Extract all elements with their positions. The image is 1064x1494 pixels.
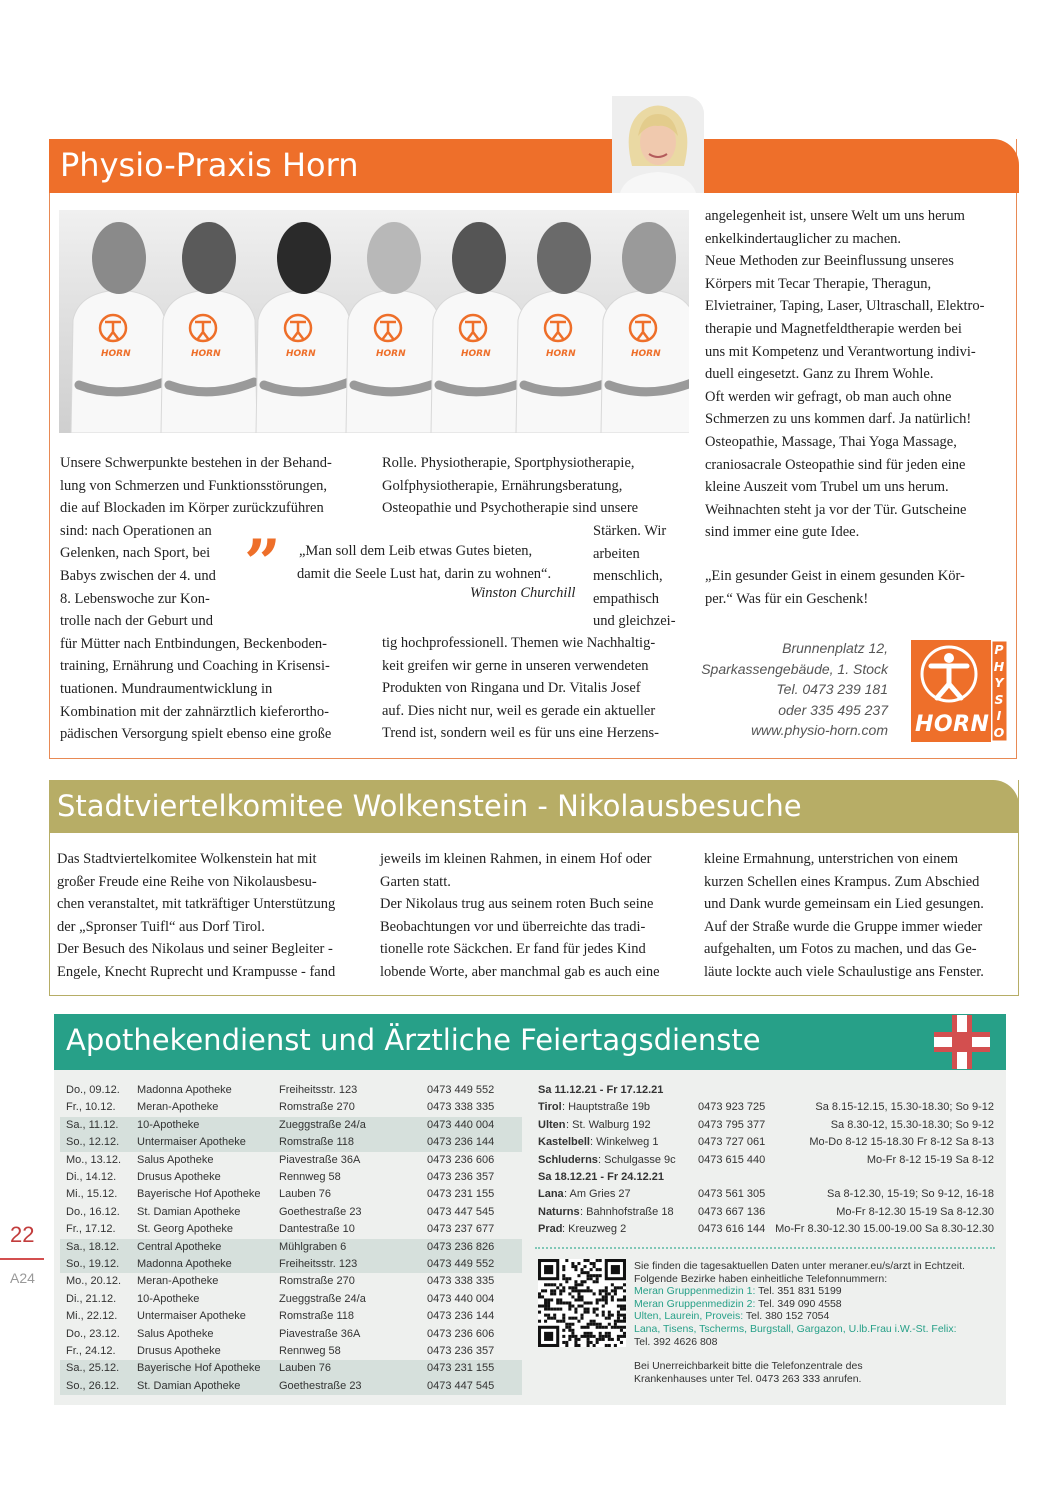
team-member-figure <box>601 222 689 433</box>
phone-cell: 0473 561 305 <box>698 1188 766 1201</box>
table-row <box>538 1152 994 1169</box>
text-line: „Ein gesunder Geist in einem gesunden Kör- <box>705 568 965 584</box>
physio-closing-quote <box>705 565 1007 610</box>
town-cell: Prad <box>538 1223 563 1236</box>
text-line: Engele, Knecht Ruprecht und Krampusse - fand <box>57 963 336 980</box>
date-cell: Sa., 25.12. <box>66 1362 120 1375</box>
hours-cell: Sa 8-12.30, 15-19; So 9-12, 16-18 <box>827 1188 994 1201</box>
text-line: die auf Blockaden im Körper zurückzuführen <box>60 500 324 517</box>
medical-cross-icon <box>934 1015 990 1069</box>
text-line: Babys zwischen der 4. und <box>60 567 216 584</box>
quote-line-1: „Man soll dem Leib etwas Gutes bieten, <box>299 543 533 559</box>
pharmacy-name-cell: 10-Apotheke <box>137 1118 200 1131</box>
table-row <box>60 1291 522 1308</box>
pharmacy-name-cell: Madonna Apotheke <box>137 1258 232 1270</box>
district-phone: Tel. 349 090 4558 <box>755 1297 842 1310</box>
phone-cell: 0473 447 545 <box>427 1205 495 1218</box>
physio-column-2-right <box>593 520 683 633</box>
text-line: training, Ernährung und Coaching in Krisensi- <box>60 658 330 675</box>
table-row <box>538 1186 994 1203</box>
pharmacy-name-cell: Central Apotheke <box>137 1240 222 1253</box>
table-row <box>60 1169 522 1186</box>
phone-cell: 0473 795 377 <box>698 1118 766 1131</box>
text-line: Beobachtungen vor und überreichte das tradi- <box>380 918 646 935</box>
table-row <box>60 1152 522 1169</box>
phone-cell: 0473 440 004 <box>427 1292 495 1305</box>
date-cell: So., 19.12. <box>66 1258 120 1270</box>
text-line: sind: nach Operationen an <box>60 522 212 539</box>
district-phone: Tel. 380 152 7054 <box>743 1310 830 1323</box>
text-line: und Dank wurde gemeinsam ein Lied gesungen. <box>704 896 984 913</box>
town-cell: Lana <box>538 1188 564 1201</box>
team-member-figure <box>516 222 612 433</box>
table-row <box>60 1378 522 1395</box>
logo-vertical-text <box>993 642 1005 741</box>
qr-code-icon <box>538 1259 626 1347</box>
town-cell: Tirol <box>538 1101 562 1114</box>
period-heading <box>538 1169 994 1186</box>
table-row <box>538 1117 994 1134</box>
table-row <box>60 1134 522 1151</box>
phone-cell: 0473 236 144 <box>427 1310 495 1323</box>
text-line: Körpers mit Tecar Therapie, Theragun, <box>705 275 932 292</box>
pharmacy-name-cell: Untermaiser Apotheke <box>137 1310 246 1323</box>
quote-author: Winston Churchill <box>470 585 576 601</box>
info-line: Folgende Bezirke haben einheitliche Telefonnummern: <box>634 1272 888 1285</box>
page-number-rule <box>0 1258 44 1260</box>
svg-text:HORN: HORN <box>191 349 221 359</box>
physio-column-3 <box>705 205 1007 544</box>
logo-word: HORN <box>915 712 990 737</box>
date-cell: Sa., 11.12. <box>66 1118 119 1131</box>
street-cell: : Winkelweg 1 <box>590 1136 659 1149</box>
page-number: 22 <box>10 1222 35 1247</box>
phone-cell: 0473 236 144 <box>427 1136 495 1149</box>
text-line: und gleichzei- <box>593 613 676 630</box>
text-line: Rolle. Physiotherapie, Sportphysiotherapie, <box>382 455 635 471</box>
text-line: Das Stadtviertelkomitee Wolkenstein hat mit <box>57 851 317 867</box>
text-line: tig hochprofessionell. Themen wie Nachhaltig- <box>382 635 656 651</box>
text-line: Trend ist, sondern weil es für uns eine Herzens- <box>382 725 659 742</box>
text-line: Der Nikolaus trug aus seinem roten Buch seine <box>380 896 654 913</box>
svg-text:HORN: HORN <box>631 349 661 359</box>
period-heading <box>538 1082 994 1099</box>
phone-cell: 0473 236 826 <box>427 1240 495 1253</box>
table-row <box>60 1204 522 1221</box>
text-line: uns mit Kompetenz und Verantwortung indivi- <box>705 343 976 360</box>
district-name: Ulten, Laurein, Proveis: <box>634 1310 744 1323</box>
physio-title: Physio-Praxis Horn <box>60 146 359 184</box>
svg-text:HORN: HORN <box>546 349 576 359</box>
pharmacy-name-cell: 10-Apotheke <box>137 1292 200 1305</box>
period-label: Sa 11.12.21 - Fr 17.12.21 <box>538 1084 664 1096</box>
date-cell: Mo., 13.12. <box>66 1153 122 1166</box>
dotted-divider <box>535 1247 995 1249</box>
phone-cell: 0473 231 155 <box>427 1362 495 1375</box>
logo-letter: H <box>993 658 1005 674</box>
street-cell: : Bahnhofstraße 18 <box>580 1205 674 1218</box>
street-cell: : Hauptstraße 19b <box>562 1101 651 1114</box>
table-row <box>538 1134 994 1151</box>
pharmacy-name-cell: St. Georg Apotheke <box>137 1223 234 1236</box>
address-cell: Mühlgraben 6 <box>279 1240 347 1253</box>
table-row <box>60 1082 522 1099</box>
address-cell: Dantestraße 10 <box>279 1223 355 1236</box>
text-line: auf. Dies nicht nur, weil es gerade ein aktueller <box>382 702 656 719</box>
hours-cell: Mo-Fr 8.30-12.30 15.00-19.00 Sa 8.30-12.30 <box>775 1223 994 1236</box>
table-row <box>60 1099 522 1116</box>
text-line: empathisch <box>593 590 660 607</box>
text-line: duell eingesetzt. Ganz zu Ihrem Wohle. <box>705 366 934 383</box>
text-line: kleine Ermahnung, unterstrichen von einem <box>704 851 959 867</box>
horn-logo <box>911 640 1008 742</box>
date-cell: Mi., 15.12. <box>66 1188 118 1201</box>
table-row <box>538 1221 994 1238</box>
phone-cell: 0473 727 061 <box>698 1136 766 1149</box>
text-line: Golfphysiotherapie, Ernährungsberatung, <box>382 477 623 494</box>
physio-column-2-top <box>382 452 682 520</box>
nikolaus-title: Stadtviertelkomitee Wolkenstein - Nikolausbesuche <box>57 789 802 823</box>
text-line: menschlich, <box>593 568 663 585</box>
text-line: sind immer eine gute Idee. <box>705 524 860 541</box>
text-line: Osteopathie, Massage, Thai Yoga Massage, <box>705 433 957 450</box>
text-line: Auf der Straße wurde die Gruppe immer wieder <box>704 918 983 935</box>
date-cell: Fr., 17.12. <box>66 1223 116 1236</box>
table-row <box>538 1099 994 1116</box>
pharmacy-name-cell: Meran-Apotheke <box>137 1101 219 1114</box>
text-line: läute lockte auch viele Schaulustige ans Fenster. <box>704 963 984 980</box>
nikolaus-column-2 <box>380 848 685 984</box>
text-line: pädischen Versorgung spielt ebenso eine große <box>60 726 332 743</box>
address-line: oder 335 495 237 <box>778 701 888 718</box>
pharmacy-name-cell: Bayerische Hof Apotheke <box>137 1362 261 1375</box>
district-line <box>634 1310 1004 1323</box>
info-line: Tel. 392 4626 808 <box>634 1335 718 1348</box>
team-member-figure <box>346 222 442 433</box>
period-label: Sa 18.12.21 - Fr 24.12.21 <box>538 1171 664 1183</box>
date-cell: So., 26.12. <box>66 1379 120 1392</box>
text-line: chen veranstaltet, mit tatkräftiger Unterstützung <box>57 896 336 913</box>
address-cell: Lauben 76 <box>279 1188 331 1201</box>
date-cell: Fr., 10.12. <box>66 1101 116 1114</box>
apotheke-title: Apothekendienst und Ärztliche Feiertagsdienste <box>66 1023 761 1057</box>
date-cell: Di., 14.12. <box>66 1171 117 1183</box>
logo-letter: S <box>994 691 1004 707</box>
text-line: Osteopathie und Psychotherapie sind unsere <box>382 500 639 517</box>
pharmacy-name-cell: Madonna Apotheke <box>137 1084 232 1096</box>
street-cell: : St. Walburg 192 <box>566 1118 651 1131</box>
street-cell: : Kreuzweg 2 <box>562 1223 627 1236</box>
phone-cell: 0473 338 335 <box>427 1275 495 1288</box>
district-line <box>634 1285 1004 1298</box>
doctor-info-text <box>634 1260 1004 1385</box>
portrait-photo <box>612 96 704 193</box>
table-row <box>60 1326 522 1343</box>
text-line: aufgehalten, um Fotos zu machen, und das Ge- <box>704 941 977 958</box>
text-line: Garten statt. <box>380 873 451 890</box>
address-cell: Piavestraße 36A <box>279 1153 361 1166</box>
address-cell: Freiheitsstr. 123 <box>279 1258 358 1270</box>
date-cell: So., 12.12. <box>66 1136 120 1149</box>
phone-cell: 0473 616 144 <box>698 1223 766 1236</box>
text-line: Elvietrainer, Taping, Laser, Ultraschall, Elektro- <box>705 298 985 315</box>
text-line: Neue Methoden zur Beeinflussung unseres <box>705 253 954 270</box>
text-line: großer Freude eine Reihe von Nikolausbesu- <box>57 873 317 890</box>
table-row <box>60 1221 522 1238</box>
physio-address <box>690 638 888 741</box>
text-line: 8. Lebenswoche zur Kon- <box>60 590 210 607</box>
text-line: lung von Schmerzen und Funktionsstörungen, <box>60 477 328 494</box>
quote-line-2: damit die Seele Lust hat, darin zu wohnen“. <box>297 566 552 582</box>
logo-letter: Y <box>994 675 1004 690</box>
address-cell: Goethestraße 23 <box>279 1379 362 1392</box>
table-row <box>538 1204 994 1221</box>
phone-cell: 0473 449 552 <box>427 1258 495 1270</box>
text-line: tionelle rote Säckchen. Er fand für jedes Kind <box>380 941 646 958</box>
text-line: Kombination mit der zahnärztlich kieferortho- <box>60 703 329 720</box>
text-line: tuationen. Mundraumentwicklung in <box>60 680 273 697</box>
date-cell: Fr., 24.12. <box>66 1345 116 1357</box>
info-line: Sie finden die tagesaktuellen Daten unter meraner.eu/s/arzt in Echtzeit. <box>634 1260 965 1272</box>
text-line: trolle nach der Geburt und <box>60 613 214 630</box>
svg-text:HORN: HORN <box>376 349 406 359</box>
hours-cell: Mo-Do 8-12 15-18.30 Fr 8-12 Sa 8-13 <box>809 1136 994 1149</box>
address-cell: Zueggstraße 24/a <box>279 1292 366 1305</box>
team-member-figure <box>256 222 352 433</box>
nikolaus-column-3 <box>704 848 1009 984</box>
district-line <box>634 1298 1004 1311</box>
phone-cell: 0473 449 552 <box>427 1084 495 1096</box>
pharmacy-name-cell: St. Damian Apotheke <box>137 1379 241 1392</box>
info-line: Krankenhauses unter Tel. 0473 263 333 anrufen. <box>634 1372 862 1385</box>
street-cell: : Schulgasse 9c <box>598 1153 676 1166</box>
pharmacy-name-cell: St. Damian Apotheke <box>137 1205 241 1218</box>
text-line: arbeiten <box>593 545 640 562</box>
logo-letter: I <box>996 708 1002 723</box>
district-name: Lana, Tisens, Tscherms, Burgstall, Gargazon, U.lb.Frau i.W.-St. Felix: <box>634 1322 957 1335</box>
team-photo <box>59 210 689 433</box>
text-line: kurzen Schellen eines Krampus. Zum Abschied <box>704 873 980 890</box>
table-row <box>60 1239 522 1256</box>
date-cell: Di., 21.12. <box>66 1292 117 1305</box>
hours-cell: Mo-Fr 8-12 15-19 Sa 8-12 <box>866 1153 994 1166</box>
svg-text:HORN: HORN <box>461 349 491 359</box>
table-row <box>60 1117 522 1134</box>
date-cell: Do., 16.12. <box>66 1205 120 1218</box>
logo-letter: O <box>993 724 1005 740</box>
pharmacy-name-cell: Untermaiser Apotheke <box>137 1136 246 1149</box>
pharmacy-name-cell: Salus Apotheke <box>137 1327 214 1340</box>
text-line: Weihnachten steht ja vor der Tür. Gutscheine <box>705 501 967 518</box>
address-cell: Piavestraße 36A <box>279 1327 361 1340</box>
text-line: Stärken. Wir <box>593 523 667 539</box>
phone-cell: 0473 236 357 <box>427 1345 495 1357</box>
table-row <box>60 1256 522 1273</box>
address-cell: Romstraße 118 <box>279 1136 354 1149</box>
text-line: für Mütter nach Entbindungen, Beckenboden- <box>60 635 327 652</box>
address-line: Sparkassengebäude, 1. Stock <box>701 660 888 677</box>
phone-cell: 0473 923 725 <box>698 1101 766 1114</box>
text-line: Schmerzen zu uns kommen darf. Ja natürlich! <box>705 411 972 428</box>
text-line: der „Spronser Tuifl“ aus Dorf Tirol. <box>57 918 265 935</box>
phone-cell: 0473 236 357 <box>427 1171 495 1183</box>
table-row <box>60 1273 522 1290</box>
address-cell: Zueggstraße 24/a <box>279 1118 366 1131</box>
text-line: craniosacrale Osteopathie sind für jeden eine <box>705 456 966 473</box>
page-subnumber: A24 <box>10 1270 35 1286</box>
text-line: Gelenken, nach Sport, bei <box>60 545 211 562</box>
hours-cell: Mo-Fr 8-12.30 15-19 Sa 8-12.30 <box>836 1205 994 1218</box>
logo-letter: P <box>994 642 1004 657</box>
table-row <box>60 1186 522 1203</box>
pharmacy-name-cell: Meran-Apotheke <box>137 1275 219 1288</box>
phone-cell: 0473 615 440 <box>698 1153 766 1166</box>
phone-cell: 0473 338 335 <box>427 1101 495 1114</box>
phone-cell: 0473 236 606 <box>427 1153 495 1166</box>
nikolaus-column-1 <box>57 848 362 984</box>
address-line: Brunnenplatz 12, <box>782 640 888 656</box>
phone-cell: 0473 236 606 <box>427 1327 495 1340</box>
text-line: enkelkindertauglicher zu machen. <box>705 230 902 247</box>
phone-cell: 0473 667 136 <box>698 1205 766 1218</box>
address-cell: Freiheitsstr. 123 <box>279 1084 358 1096</box>
address-cell: Rennweg 58 <box>279 1171 341 1183</box>
date-cell: Do., 09.12. <box>66 1084 120 1096</box>
text-line: therapie und Magnetfeldtherapie werden bei <box>705 320 962 337</box>
pharmacy-name-cell: Bayerische Hof Apotheke <box>137 1188 261 1201</box>
address-cell: Romstraße 118 <box>279 1310 354 1323</box>
address-cell: Romstraße 270 <box>279 1101 355 1114</box>
address-cell: Rennweg 58 <box>279 1345 341 1357</box>
street-cell: : Am Gries 27 <box>564 1188 631 1201</box>
hours-cell: Sa 8.15-12.15, 15.30-18.30; So 9-12 <box>815 1101 994 1114</box>
phone-cell: 0473 231 155 <box>427 1188 495 1201</box>
team-member-figure <box>71 222 167 433</box>
date-cell: Sa., 18.12. <box>66 1240 120 1253</box>
town-cell: Kastelbell <box>538 1136 590 1149</box>
date-cell: Mi., 22.12. <box>66 1310 118 1323</box>
table-row <box>60 1360 522 1377</box>
table-row <box>60 1308 522 1325</box>
phone-cell: 0473 237 677 <box>427 1223 495 1236</box>
address-cell: Goethestraße 23 <box>279 1205 362 1218</box>
address-line: www.physio-horn.com <box>751 722 888 738</box>
phone-cell: 0473 447 545 <box>427 1379 495 1392</box>
info-line: Bei Unerreichbarkeit bitte die Telefonzentrale des <box>634 1360 863 1373</box>
text-line: lobende Worte, aber manchmal gab es auch eine <box>380 963 660 980</box>
text-line: keit greifen wir gerne in unseren verwendeten <box>382 657 649 674</box>
physio-column-1 <box>60 452 360 746</box>
svg-text:HORN: HORN <box>101 349 131 359</box>
town-cell: Schluderns <box>538 1153 598 1166</box>
team-member-figure <box>431 222 527 433</box>
text-line: Oft werden wir gefragt, ob man auch ohne <box>705 388 952 405</box>
address-cell: Lauben 76 <box>279 1362 331 1375</box>
hours-cell: Sa 8.30-12, 15.30-18.30; So 9-12 <box>830 1118 994 1131</box>
phone-cell: 0473 440 004 <box>427 1118 495 1131</box>
date-cell: Mo., 20.12. <box>66 1275 122 1288</box>
district-line <box>634 1323 1004 1336</box>
date-cell: Do., 23.12. <box>66 1327 120 1340</box>
pharmacy-name-cell: Salus Apotheke <box>137 1153 214 1166</box>
text-line: per.“ Was für ein Geschenk! <box>705 590 869 607</box>
town-cell: Ulten <box>538 1118 566 1131</box>
text-line: Unsere Schwerpunkte bestehen in der Behand- <box>60 455 332 471</box>
address-cell: Romstraße 270 <box>279 1275 355 1288</box>
quote-mark-icon: ” <box>244 526 281 601</box>
text-line: Produkten von Ringana und Dr. Vitalis Josef <box>382 680 641 697</box>
table-row <box>60 1343 522 1360</box>
district-name: Meran Gruppenmedizin 1: <box>634 1285 756 1298</box>
text-line: jeweils im kleinen Rahmen, in einem Hof oder <box>380 851 652 867</box>
district-name: Meran Gruppenmedizin 2: <box>634 1297 756 1310</box>
svg-text:HORN: HORN <box>286 349 316 359</box>
physio-column-2-bottom <box>382 632 682 745</box>
town-cell: Naturns <box>538 1205 580 1218</box>
text-line: angelegenheit ist, unsere Welt um uns herum <box>705 208 965 224</box>
text-line: Der Besuch des Nikolaus und seiner Begleiter - <box>57 941 333 958</box>
text-line: kleine Auszeit vom Trubel um uns herum. <box>705 479 949 496</box>
pharmacy-name-cell: Drusus Apotheke <box>137 1345 221 1357</box>
district-phone: Tel. 351 831 5199 <box>755 1285 842 1298</box>
address-line: Tel. 0473 239 181 <box>776 681 888 697</box>
pharmacy-name-cell: Drusus Apotheke <box>137 1171 221 1183</box>
team-member-figure <box>161 222 257 433</box>
